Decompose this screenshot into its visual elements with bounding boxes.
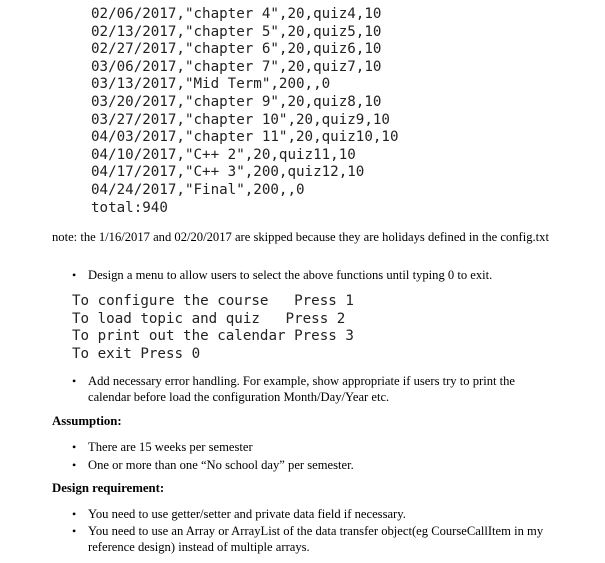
schedule-line: 03/06/2017,"chapter 7",20,quiz7,10	[91, 58, 382, 75]
bullet-glyph: •	[72, 374, 77, 388]
schedule-line: 02/13/2017,"chapter 5",20,quiz5,10	[91, 23, 382, 40]
menu-option: To configure the course Press 1	[72, 293, 354, 309]
bullet-glyph: •	[72, 507, 77, 521]
bullet-glyph: •	[72, 524, 77, 538]
bullet-glyph: •	[72, 268, 77, 282]
bullet-glyph: •	[72, 440, 77, 454]
bullet-text: You need to use an Array or ArrayList of the data transfer object(eg CourseCallItem in my reference design) instead of multiple arrays.	[88, 524, 544, 554]
bullet-text: One or more than one “No school day” per semester.	[88, 458, 354, 472]
schedule-line: 03/27/2017,"chapter 10",20,quiz9,10	[91, 111, 390, 128]
menu-option: To exit Press 0	[72, 345, 201, 362]
schedule-line: 04/24/2017,"Final",200,,0	[91, 181, 305, 198]
menu-option: To load topic and quiz Press 2	[72, 310, 346, 327]
schedule-line: 02/27/2017,"chapter 6",20,quiz6,10	[91, 41, 382, 58]
assumption-heading: Assumption:	[52, 414, 122, 428]
schedule-line: 04/03/2017,"chapter 11",20,quiz10,10	[91, 129, 399, 146]
design-requirement-heading: Design requirement:	[52, 481, 165, 495]
menu-option: To print out the calendar Press 3	[72, 328, 354, 344]
schedule-line: 02/06/2017,"chapter 4",20,quiz4,10	[91, 6, 382, 22]
bullet-text: Add necessary error handling. For example, show appropriate if users try to print the calendar before load the configuration Month/Day/Year etc.	[88, 374, 516, 404]
schedule-line: 03/20/2017,"chapter 9",20,quiz8,10	[91, 93, 382, 110]
bullet-text: There are 15 weeks per semester	[88, 440, 253, 454]
menu-options	[72, 293, 354, 363]
bullet-text: Design a menu to allow users to select the above functions until typing 0 to exit.	[88, 268, 493, 282]
schedule-line: 04/10/2017,"C++ 2",20,quiz11,10	[91, 146, 356, 163]
bullet-glyph: •	[72, 458, 77, 472]
schedule-total: total:940	[91, 199, 168, 216]
schedule-line: 03/13/2017,"Mid Term",200,,0	[91, 76, 331, 93]
schedule-line: 04/17/2017,"C++ 3",200,quiz12,10	[91, 164, 365, 181]
bullet-text: You need to use getter/setter and private data field if necessary.	[88, 507, 406, 521]
holiday-note: note: the 1/16/2017 and 02/20/2017 are skipped because they are holidays defined in the config.txt	[52, 230, 549, 244]
schedule-output	[91, 6, 399, 217]
